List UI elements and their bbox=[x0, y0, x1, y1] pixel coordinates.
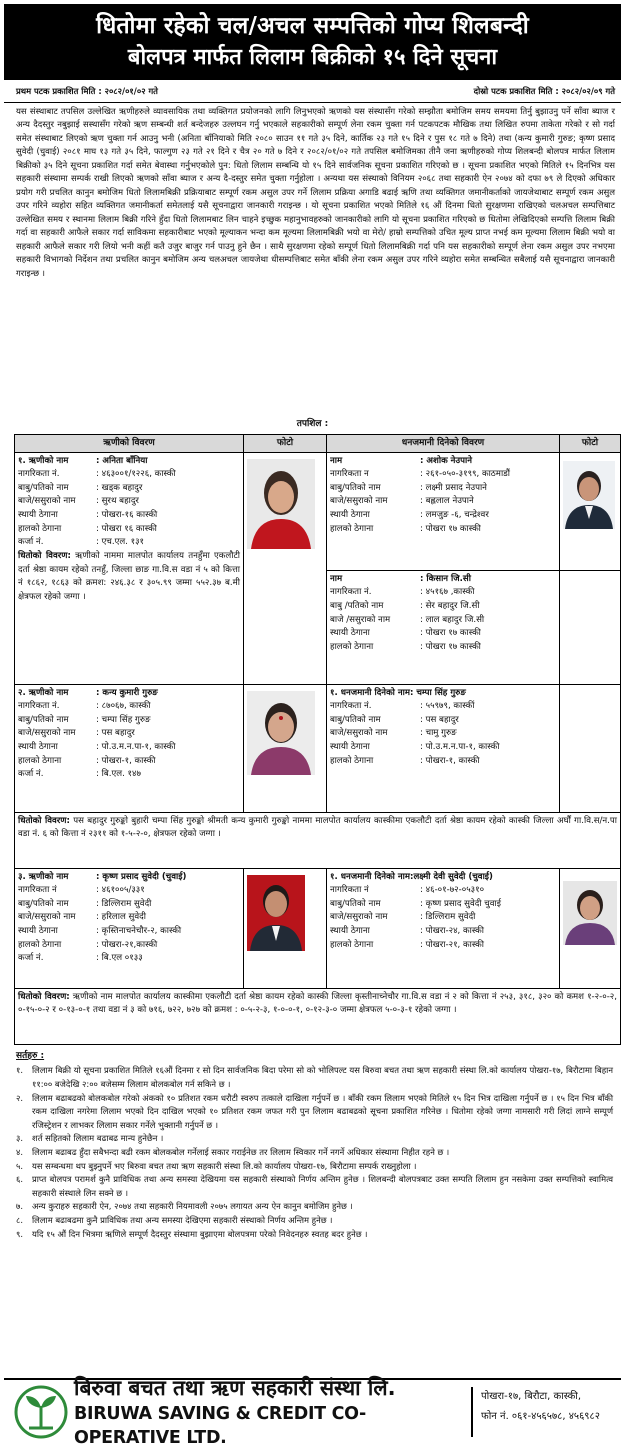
field-value: : ४५१६७ ,कास्की bbox=[420, 587, 475, 598]
guarantor-2-photo-empty bbox=[560, 684, 621, 812]
debtor-2-portrait-image bbox=[247, 691, 315, 775]
field-label: स्थायी ठेगाना bbox=[330, 926, 370, 937]
collateral-text: पस बहादुर गुरुङ्को बुहारी चम्पा सिंह गुरुङ्को श्रीमती कन्य कुमारी गुरुङ्को नाममा मालपोत कार्यालय कास्कीमा एकलौटी दर्ता श्रेष्ठा कायम रहेको कास्की जिल्ला अर्घौं गा.वि.स/न.पा वडा नं. ६ को कित्ता नं २३११ को १-५-२-०, क्षेत्रफल रहेको जग्गा । bbox=[18, 815, 618, 840]
conditions-list bbox=[4, 1064, 621, 1241]
organization-name-english: BIRUWA SAVING & CREDIT CO-OPERATIVE LTD. bbox=[74, 1404, 367, 1448]
condition-text: लिलाम बढाबढ हुँदा सबैभन्दा बढी रकम बोलकबोल गर्नेलाई सकार गराईनेछ तर लिलाम स्विकार गर्ने नगर्ने अधिकार संस्थामा निहीत रहने छ । bbox=[32, 1147, 450, 1158]
field-value: : डिल्लिराम सुवेदी bbox=[420, 912, 476, 923]
field-value: : बि.एल ०१३३ bbox=[96, 953, 143, 964]
field-value: : बह्ललाल नेउपाने bbox=[420, 496, 474, 507]
field-label: बाबु/पतिको नाम bbox=[330, 714, 381, 725]
organization-contact bbox=[471, 1387, 621, 1437]
field-value: : ४६१००५/३३१ bbox=[96, 885, 145, 896]
field-value: : पोखरा १७ कास्की bbox=[420, 523, 481, 534]
field-value: : पो.उ.म.न.पा-१, कास्की bbox=[96, 742, 176, 753]
field-label: बाजे /ससुराको नाम bbox=[330, 614, 391, 625]
field-value: : ४६-०१-७२-०५३१० bbox=[420, 885, 485, 896]
condition-number: ९. bbox=[16, 1228, 24, 1239]
debtor-1-photo bbox=[244, 452, 327, 684]
field-value: : पोखरा १६ कास्की bbox=[96, 523, 157, 534]
field-label: स्थायी ठेगाना bbox=[330, 510, 370, 521]
field-label: स्थायी ठेगाना bbox=[18, 926, 58, 937]
field-value: : एच.एल. १३१ bbox=[96, 537, 145, 548]
field-label: बाबु /पतिको नाम bbox=[330, 600, 384, 611]
condition-item bbox=[16, 1200, 613, 1214]
condition-item bbox=[16, 1146, 613, 1160]
field-label: कर्जा नं. bbox=[18, 769, 44, 780]
debtor-3-details bbox=[15, 868, 244, 988]
condition-text: शर्त सहितको लिलाम बढाबढ मान्य हुनेछैन । bbox=[32, 1133, 164, 1144]
field-value: : पो.उ.म.न.पा-१, कास्की bbox=[420, 742, 500, 753]
condition-text: अन्य कुराहरु सहकारी ऐन, २०७४ तथा सहकारी नियमावली २०७५ लगायत अन्य ऐन कानुन बमोजिम हुनेछ । bbox=[32, 1201, 353, 1212]
field-label: स्थायी ठेगाना bbox=[18, 510, 58, 521]
collateral-label: धितोको विवरण: bbox=[18, 550, 71, 561]
field-label: हालको ठेगाना bbox=[18, 939, 62, 950]
organization-name-nepali: बिरुवा बचत तथा ऋण सहकारी संस्था लि. bbox=[74, 1376, 396, 1400]
field-value: : पोखरा १७ कास्की bbox=[420, 641, 481, 652]
field-value: : चामु गुरुङ bbox=[420, 728, 457, 739]
condition-text: लिलाम बढाबढमा कुनै प्राविधिक तथा अन्य समस्या देखिएमा सहकारी संस्थाको निर्णय अन्तिम हुनेछ । bbox=[32, 1214, 333, 1225]
debtor-3-portrait-image bbox=[247, 875, 305, 951]
field-label: स्थायी ठेगाना bbox=[330, 628, 370, 639]
condition-text: लिलाम बढाबढको बोलकबोल गरेको अंकको १० प्रतिशत रकम धरौटी स्वरुप तत्काले दाखिला गर्नुपर्ने छ । बाँकी रकम लिलाम भएको मितिले १५ दिन भित्र दाखिला गर्नुपर्ने छ । १५ दिन भित्र बाँकी रकम दाखिला नगरेमा लिलाम भएको दिन दाखिल भएको १० प्रतिशत रकम जफत गरी पुन लिलाम बढाबढको सूचना प्रकाशित गरिनेछ । धितोमा रहेको जग्गा नामसारी गरी लिदां लाग्ने सम्पूर्ण रजिस्ट्रेशन र लाभकर लिलाम सकार गर्नेले भुक्तानी गर्नुपर्ने छ । bbox=[32, 1092, 613, 1130]
field-value: : पोखरा १७ कास्की bbox=[420, 628, 481, 639]
field-value: : लक्ष्मी प्रसाद नेउपाने bbox=[420, 482, 487, 493]
field-label: नागरिकता नं. bbox=[330, 701, 372, 712]
condition-number: ५. bbox=[16, 1160, 24, 1171]
field-label: नागरिकता नं bbox=[18, 885, 57, 896]
field-value: : चम्पा सिंह गुरुङ bbox=[96, 714, 151, 725]
guarantor-2-name: : चम्पा सिंह गुरुङ bbox=[410, 687, 466, 698]
field-label: हालको ठेगाना bbox=[18, 755, 62, 766]
field-label: हालको ठेगाना bbox=[330, 641, 374, 652]
borrower-row-1 bbox=[15, 452, 621, 570]
col-header-photo: फोटो bbox=[244, 434, 327, 452]
col-header-photo-2: फोटो bbox=[560, 434, 621, 452]
guarantor-3-details bbox=[327, 868, 560, 988]
collateral-row-3 bbox=[15, 988, 621, 1044]
field-value: : पोखरा-२१, कास्की bbox=[420, 939, 485, 950]
borrower-row-2 bbox=[15, 684, 621, 812]
collateral-text: ऋणीको नाम मालपोत कार्यालय कास्कीमा एकलौटी दर्ता श्रेष्ठा कायम रहेको कास्की जिल्ला कृस्तीनाच्नेचौर गा.वि.स वडा नं २ को कित्ता नं २५३, ३१८, ३२० को कमश १-२-०-२, ०-१५-०-२ र ०-१३-०-१ तथा वडा नं ३ को ७१६, ७२२, ७२७ को क्रमश : ०-५-२-३, १-०-०-१, ०-१२-३-० जम्मा क्षेत्रफल ५-०-३-१ रहेको जग्गा । bbox=[18, 991, 617, 1016]
conditions-title: सर्तहरु : bbox=[16, 1050, 45, 1061]
condition-item bbox=[16, 1160, 613, 1174]
organization-footer bbox=[4, 1376, 621, 1448]
collateral-label: धितोको विवरण: bbox=[18, 815, 70, 826]
condition-number: ८. bbox=[16, 1214, 24, 1225]
collateral-2-description bbox=[15, 812, 621, 868]
field-value: : सुरथ बहादुर bbox=[96, 496, 139, 507]
debtor-1-name: : अनिता बाँनिया bbox=[96, 455, 148, 466]
field-label: नागरिकता नं. bbox=[330, 587, 372, 598]
field-label: हालको ठेगाना bbox=[330, 523, 374, 534]
debtor-2-details bbox=[15, 684, 244, 812]
field-label: हालको ठेगाना bbox=[330, 755, 374, 766]
condition-text: यस सम्बन्धमा थप बुझ्नुपर्ने भए बिरुवा बचत तथा ऋण सहकारी संस्था लि.को कार्यालय पोखरा-१७, बिरौटामा सम्पर्क राख्नुहोला । bbox=[32, 1160, 417, 1171]
field-label: स्थायी ठेगाना bbox=[18, 742, 58, 753]
condition-number: ६. bbox=[16, 1174, 24, 1185]
notice-title-line2: बोलपत्र मार्फत लिलाम बिक्रीको १५ दिने सूचना bbox=[127, 45, 498, 70]
schedule-title: तपशिल : bbox=[296, 418, 329, 429]
field-value: : पोखरा-२४, कास्की bbox=[420, 926, 485, 937]
field-label: हालको ठेगाना bbox=[330, 939, 374, 950]
field-value: : कृस्तिनाचनेचौर-२, कास्की bbox=[96, 926, 182, 937]
field-value: : २६१-०५०-३१९९, काठमाडौं bbox=[420, 469, 510, 480]
field-label: बाबु/पतिको नाम bbox=[18, 898, 69, 909]
collateral-1-description bbox=[18, 550, 240, 605]
field-value: : लाल बहादुर जि.सी bbox=[420, 614, 485, 625]
condition-number: २. bbox=[16, 1092, 24, 1103]
notice-header bbox=[4, 4, 621, 80]
guarantor-2-name-label: १. धनजमानी दिनेको नाम bbox=[330, 687, 411, 698]
debtor-3-name: : कृष्ण प्रसाद सुवेदी (चुवाई) bbox=[96, 871, 187, 882]
schedule-header-row bbox=[15, 434, 621, 452]
field-value: : डिल्लिराम सुवेदी bbox=[96, 898, 152, 909]
guarantor-2-details bbox=[327, 684, 560, 812]
field-value: : कृष्ण प्रसाद सुवेदी चुवाई bbox=[420, 898, 501, 909]
col-header-debtor: ऋणीको विवरण bbox=[15, 434, 244, 452]
collateral-label: धितोको विवरण: bbox=[18, 991, 70, 1002]
guarantor-1a-details bbox=[327, 452, 560, 570]
field-label: बाबु/पतिको नाम bbox=[18, 714, 69, 725]
field-label: कर्जा नं. bbox=[18, 953, 44, 964]
guarantor-1a-photo bbox=[560, 452, 621, 570]
field-value: : पोखरा-१, कास्की bbox=[420, 755, 480, 766]
field-label: बाबु/पतिको नाम bbox=[330, 482, 381, 493]
condition-item bbox=[16, 1228, 613, 1242]
condition-item bbox=[16, 1064, 613, 1091]
field-label: नागरिकता नं. bbox=[18, 469, 60, 480]
cooperative-logo-icon bbox=[14, 1384, 68, 1440]
guarantor-3-photo bbox=[560, 868, 621, 988]
guarantor-1b-name-label: नाम bbox=[330, 573, 343, 584]
field-label: बाजे/ससुराको नाम bbox=[18, 496, 76, 507]
field-value: : ८७०६७, कास्की bbox=[96, 701, 151, 712]
guarantor-3-name-label: १. धनजमानी दिनेको नाम bbox=[330, 871, 411, 882]
field-value: : पोखरा-१, कास्की bbox=[96, 755, 156, 766]
condition-item bbox=[16, 1092, 613, 1133]
field-label: बाबु/पतिको नाम bbox=[18, 482, 69, 493]
guarantor-3-portrait-image bbox=[563, 881, 617, 945]
guarantor-1b-details bbox=[327, 570, 560, 684]
field-label: नागरिकता नं bbox=[330, 885, 369, 896]
condition-number: ७. bbox=[16, 1201, 24, 1212]
condition-number: १. bbox=[16, 1065, 24, 1076]
debtor-3-name-label: ३. ऋणीको नाम bbox=[18, 871, 69, 882]
collateral-3-description bbox=[15, 988, 621, 1044]
field-value: : खड्क बहादुर bbox=[96, 482, 143, 493]
debtor-2-photo bbox=[244, 684, 327, 812]
condition-text: प्राप्त बोलपत्र परामर्श कुनै प्राविधिक तथा अन्य समस्या देखियमा यस सहकारी संस्थाको निर्णय अन्तिम हुनेछ । शिलबन्दी बोलपत्रबाट उक्त सम्पति लिलाम हुन नसकेमा उक्त सम्पत्तिको स्वामित्व सहकारी संस्थाले लिन सक्ने छ । bbox=[32, 1174, 613, 1198]
field-label: बाजे/ससुराको नाम bbox=[18, 912, 76, 923]
field-value: : सेर बहादुर जि.सी bbox=[420, 600, 480, 611]
field-label: नागरिकता नं. bbox=[18, 701, 60, 712]
organization-address: पोखरा-१७, बिरौटा, कास्की, bbox=[481, 1391, 582, 1402]
guarantor-1b-photo-empty bbox=[560, 570, 621, 684]
condition-text: यदि १५ औं दिन भित्रमा ऋणिले सम्पूर्ण दैदस्तुर संस्थामा बुझाएमा बोलपत्रमा परेको निवेदनहरु स्वतह बदर हुनेछ । bbox=[32, 1228, 368, 1239]
field-label: बाजे/ससुराको नाम bbox=[330, 912, 388, 923]
field-label: हालको ठेगाना bbox=[18, 523, 62, 534]
borrower-schedule-table bbox=[14, 434, 621, 1045]
guarantor-3-name: :लक्ष्मी देवी सुवेदी (चुवाई) bbox=[410, 871, 493, 882]
second-publication-date: दोस्रो पटक प्रकाशित मिति : २०८२/०२/०९ गते bbox=[473, 86, 615, 96]
field-label: बाजे/ससुराको नाम bbox=[330, 496, 388, 507]
col-header-guarantor: धनजमानी दिनेको विवरण bbox=[327, 434, 560, 452]
collateral-row-2 bbox=[15, 812, 621, 868]
notice-body-text: यस संस्थाबाट तपसिल उल्लेखित ऋणीहरुले व्यावसायिक तथा व्यक्तिगत प्रयोजनको लागि लिनुभएको ऋणको यस संस्थासँग गरेको सम्झौता बमोजिम समय समयमा तिर्नु बुझाउनु पर्ने साँवा ब्याज र अन्य दैदस्तुर नबुझाई सस्थासँग गरेको ऋण सम्बन्धी शर्त बन्देजहरु उल्लघन गर्नु भएकाले सहकारीको सम्पूर्ण लेना रकम चुक्ता गर्न पटकपटक मौखिक तथा लिखित रुपमा ताकेता गरेको र सो गर्दा समेत संस्थाबाट लिएको ऋण चुक्ता गर्न आउनु भनी (अनिता बाँनियाको मिति २०८० साउन ११ गते ३५ दिने, कार्तिक २३ गते १५ दिने र पुस १८ गते ७ दिने) तथा (कन्य कुमारी गुरुङ; कृष्ण प्रसाद सुवेदी (चुवाई) २०८१ माघ १३ गते ३५ दिने, फाल्गुण २३ गते २१ दिने र चैत्र २० गते ७ दिने र २०८२/०१/०२ गते तपसिल बमोजिमका तीनै जना ऋणीहरुको गोप्य शिलबन्दी बोलपत्र मार्फत लिलाम बिक्रीको ३५ दिने सूचना प्रकाशित गर्दा समेत बेवास्था गर्नुभएकोले पुन: धितो लिलाम सम्बन्धि यो १५ दिने सार्वजनिक सूचना प्रकाशित गरिएको छ । सूचना प्रकाशित भएको मितिले १५ दिनभित्र यस सहकारी संस्थामा सम्पर्क राखी लिएको ऋणको साँवा ब्याज र अन्य दै-दस्तुर समेत चुक्ता गर्नुहोला । अन्यथा यस संस्थाको विनियम २०६८ तथा सहकारी ऐन २०७४ को दफा ७९ ले दिएको अधिकार प्रयोग गरी प्रचलित कानुन बमोजिम धितो लिलामबिक्री प्रक्रियाबाट सम्पूर्ण रकम असुल उपर गर्ने लिलाम प्रक्रिया अगाडि बढाई ऋणि तथा व्यक्तिगत जमानीकर्ताको जायजेथाबाट सम्पूर्ण रकम असुल उपर गरिने व्यहोरा सहित व्यक्तिगत जमानीकर्ता समेतलाई यसै सूचनाद्वारा जानकारी गराइन्छ । यो सूचना प्रकाशित भएको मितिले १६ औं दिनमा धितो सुरक्षणमा राखिएको चलअचल सम्पत्तिबाट उल्लेखित समय र स्थानमा लिलाम बिक्री गरिने हुँदा धितो लिलामबाट लिन चाहने इच्छुक महानुभावहरुको जानकारीको लागि यो सूचना प्रकाशित गरिएको छ धितोमा लेखिदिएको सम्पत्ति लिलाम बिक्री गर्दा वा सहकारी आफैले सकार गर्दा साविकमा सहकारीबाट भएको मूल्याकन भन्दा कम मूल्यमा लिलामबिक्री भयो वा मेरो/ हाम्रो सम्पत्तिको उचित मूल्य प्राप्त नभई कम मूल्यमा लिलाम बिक्री भयो वा सहकारी आफैले सकार गरी लियो भनी कहीं कतै उजुर बाजुर गर्न पाउनु हुने छैन । साथै सुरक्षणमा रहेको सम्पूर्ण धितो लिलामबिक्री गर्दा पनि यस सहकारीको सम्पूर्ण लेना रकम असुल उपर नभएमा सहकारी विभागको निर्देशन तथा प्रचलित कानुन बमोजिम अन्य चलअचल जायजेथा धीसम्पत्तिबाट समेत बाँकी लेना रकम असुल उपर गरिने व्यहोरा समेत सम्बन्धित सबैलाई यसै सूचनाद्वारा जानकारी गराइन्छ । bbox=[16, 106, 615, 279]
field-value: : पस बहादुर bbox=[96, 728, 135, 739]
condition-text: लिलाम बिक्री यो सूचना प्रकाशित मितिले १६औं दिनमा र सो दिन सार्वजनिक बिदा परेमा सो को भोलिपल्ट यस बिरुवा बचत तथा ऋण सहकारी संस्था लि.को कार्यालय पोखरा-१७, बिरौटामा बिहान ११:०० बजेदेखि २:०० बजेसम्म लिलाम बोलकबोल गर्न सकिने छ । bbox=[32, 1065, 613, 1090]
debtor-3-photo bbox=[244, 868, 327, 988]
guarantor-1b-name: : किसान जि.सी bbox=[420, 573, 471, 584]
debtor-1-details bbox=[15, 452, 244, 684]
guarantor-1a-name: : अशोक नेउपाने bbox=[420, 455, 473, 466]
condition-item bbox=[16, 1173, 613, 1200]
field-value: : पोखरा-१६ कास्की bbox=[96, 510, 158, 521]
field-value: : पस बहादुर bbox=[420, 714, 459, 725]
debtor-2-name-label: २. ऋणीको नाम bbox=[18, 687, 69, 698]
guarantor-1a-portrait-image bbox=[563, 461, 615, 529]
notice-title-line1: धितोमा रहेको चल/अचल सम्पत्तिको गोप्य शिलबन्दी bbox=[96, 13, 529, 39]
field-label: बाबु/पतिको नाम bbox=[330, 898, 381, 909]
debtor-1-portrait-image bbox=[247, 459, 315, 549]
debtor-2-name: : कन्य कुमारी गुरुङ bbox=[96, 687, 158, 698]
condition-number: ३. bbox=[16, 1133, 24, 1144]
field-label: नागरिकता न bbox=[330, 469, 369, 480]
borrower-row-3 bbox=[15, 868, 621, 988]
field-label: बाजे/ससुराको नाम bbox=[330, 728, 388, 739]
field-label: बाजे/ससुराको नाम bbox=[18, 728, 76, 739]
field-value: : बि.एल. १४७ bbox=[96, 769, 141, 780]
collateral-text: ऋणीको नाममा मालपोत कार्यालय तनहुँमा एकलौटी दर्ता श्रेष्ठा कायम रहेको तनहुँ, जिल्ला छाङ गा.वि.स वडा नं ५ को कित्ता नं १८६२, १८६३ को क्रमश: २४६.३८ र ३०५.९९ जम्मा ५५२.३७ ब.मी क्षेत्रफल रहेको जग्गा । bbox=[18, 550, 240, 603]
field-value: : लमजुङ -६, चन्द्रेश्वर bbox=[420, 510, 489, 521]
first-publication-date: प्रथम पटक प्रकाशित मिति : २०८२/०१/०२ गते bbox=[16, 86, 158, 96]
field-value: : हरिलाल सुवेदी bbox=[96, 912, 146, 923]
field-label: स्थायी ठेगाना bbox=[330, 742, 370, 753]
condition-item bbox=[16, 1132, 613, 1146]
field-value: : ५५९७९, कास्कीं bbox=[420, 701, 475, 712]
field-label: कर्जा नं. bbox=[18, 537, 44, 548]
debtor-1-name-label: १. ऋणीको नाम bbox=[18, 455, 69, 466]
guarantor-1a-name-label: नाम bbox=[330, 455, 343, 466]
publication-dates bbox=[4, 80, 621, 103]
organization-phone: फोन नं. ०६१-४५६५७८, ४५६९८२ bbox=[481, 1411, 600, 1422]
condition-number: ४. bbox=[16, 1147, 24, 1158]
condition-item bbox=[16, 1214, 613, 1228]
organization-name-block bbox=[74, 1374, 471, 1448]
field-value: : ४६३००१/१२२६, कास्की bbox=[96, 469, 176, 480]
field-value: : पोखरा-२१,कास्की bbox=[96, 939, 158, 950]
